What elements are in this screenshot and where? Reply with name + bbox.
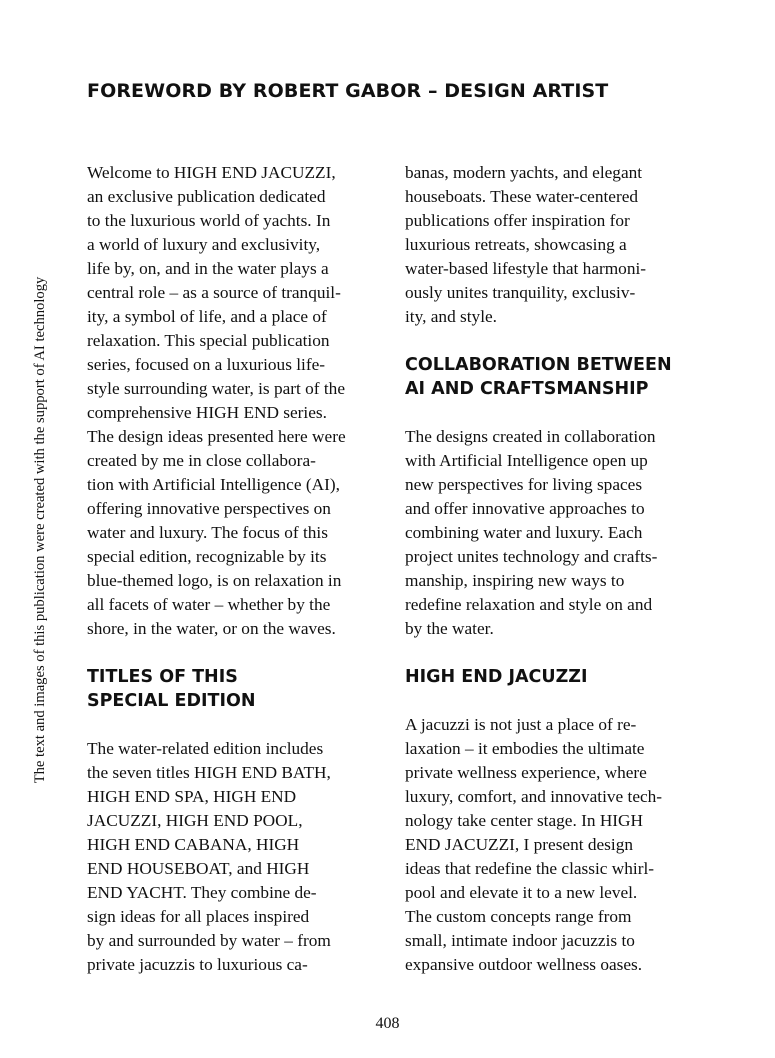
- collaboration-paragraph: [405, 425, 695, 641]
- text-line: series, focused on a luxurious life-: [87, 355, 326, 374]
- text-line: luxurious retreats, showcasing a: [405, 235, 627, 254]
- text-line: banas, modern yachts, and elegant: [405, 163, 643, 182]
- continuation-paragraph: [405, 161, 695, 329]
- text-line: ously unites tranquility, exclusiv-: [405, 283, 636, 302]
- text-line: offering innovative perspectives on: [87, 499, 331, 518]
- text-line: central role – as a source of tranquil-: [87, 283, 341, 302]
- heading-line: HIGH END JACUZZI: [405, 667, 588, 687]
- heading-line: COLLABORATION BETWEEN: [405, 355, 672, 375]
- text-line: comprehensive HIGH END series.: [87, 403, 327, 422]
- text-line: an exclusive publication dedicated: [87, 187, 326, 206]
- text-line: shore, in the water, or on the waves.: [87, 619, 336, 638]
- text-line: The designs created in collaboration: [405, 427, 656, 446]
- text-line: sign ideas for all places inspired: [87, 907, 310, 926]
- text-line: private jacuzzis to luxurious ca-: [87, 955, 308, 974]
- text-line: nology take center stage. In HIGH: [405, 811, 644, 830]
- text-line: HIGH END SPA, HIGH END: [87, 787, 297, 806]
- text-line: HIGH END CABANA, HIGH: [87, 835, 300, 854]
- text-line: redefine relaxation and style on and: [405, 595, 653, 614]
- text-line: and offer innovative approaches to: [405, 499, 645, 518]
- text-line: Welcome to HIGH END JACUZZI,: [87, 163, 336, 182]
- heading-line: TITLES OF THIS: [87, 667, 238, 687]
- text-line: ity, and style.: [405, 307, 497, 326]
- jacuzzi-heading: [405, 665, 695, 689]
- text-line: expansive outdoor wellness oases.: [405, 955, 643, 974]
- text-line: The water-related edition includes: [87, 739, 324, 758]
- text-line: all facets of water – whether by the: [87, 595, 331, 614]
- text-line: life by, on, and in the water plays a: [87, 259, 329, 278]
- text-line: blue-themed logo, is on relaxation in: [87, 571, 342, 590]
- text-line: houseboats. These water-centered: [405, 187, 639, 206]
- text-line: water-based lifestyle that harmoni-: [405, 259, 647, 278]
- text-line: style surrounding water, is part of the: [87, 379, 345, 398]
- text-line: The design ideas presented here were: [87, 427, 346, 446]
- text-line: A jacuzzi is not just a place of re-: [405, 715, 637, 734]
- text-line: to the luxurious world of yachts. In: [87, 211, 331, 230]
- ai-disclaimer-side-note: The text and images of this publication were created with the support of AI technology: [32, 276, 48, 784]
- jacuzzi-paragraph: [405, 713, 695, 977]
- text-line: relaxation. This special publication: [87, 331, 330, 350]
- collaboration-heading: [405, 353, 695, 401]
- text-line: special edition, recognizable by its: [87, 547, 327, 566]
- titles-heading: [87, 665, 377, 713]
- text-line: END HOUSEBOAT, and HIGH: [87, 859, 310, 878]
- text-line: by the water.: [405, 619, 494, 638]
- text-line: water and luxury. The focus of this: [87, 523, 328, 542]
- text-line: new perspectives for living spaces: [405, 475, 643, 494]
- left-column: [87, 161, 377, 977]
- text-line: publications offer inspiration for: [405, 211, 630, 230]
- page-number: 408: [375, 1015, 400, 1032]
- text-line: a world of luxury and exclusivity,: [87, 235, 321, 254]
- text-line: private wellness experience, where: [405, 763, 647, 782]
- intro-paragraph: [87, 161, 377, 641]
- text-line: laxation – it embodies the ultimate: [405, 739, 645, 758]
- text-line: project unites technology and crafts-: [405, 547, 658, 566]
- text-line: luxury, comfort, and innovative tech-: [405, 787, 663, 806]
- text-line: END JACUZZI, I present design: [405, 835, 633, 854]
- heading-line: AI AND CRAFTSMANSHIP: [405, 379, 649, 399]
- text-line: tion with Artificial Intelligence (AI),: [87, 475, 340, 494]
- text-line: created by me in close collabora-: [87, 451, 316, 470]
- text-line: JACUZZI, HIGH END POOL,: [87, 811, 303, 830]
- text-line: pool and elevate it to a new level.: [405, 883, 638, 902]
- text-line: END YACHT. They combine de-: [87, 883, 317, 902]
- text-line: by and surrounded by water – from: [87, 931, 331, 950]
- text-line: manship, inspiring new ways to: [405, 571, 625, 590]
- text-line: ity, a symbol of life, and a place of: [87, 307, 327, 326]
- heading-line: SPECIAL EDITION: [87, 691, 256, 711]
- titles-paragraph: [87, 737, 377, 977]
- text-line: with Artificial Intelligence open up: [405, 451, 648, 470]
- text-line: combining water and luxury. Each: [405, 523, 643, 542]
- right-column: [405, 161, 695, 977]
- text-line: ideas that redefine the classic whirl-: [405, 859, 655, 878]
- page-title: FOREWORD BY ROBERT GABOR – DESIGN ARTIST: [87, 80, 609, 102]
- text-line: The custom concepts range from: [405, 907, 632, 926]
- text-line: small, intimate indoor jacuzzis to: [405, 931, 635, 950]
- text-line: the seven titles HIGH END BATH,: [87, 763, 331, 782]
